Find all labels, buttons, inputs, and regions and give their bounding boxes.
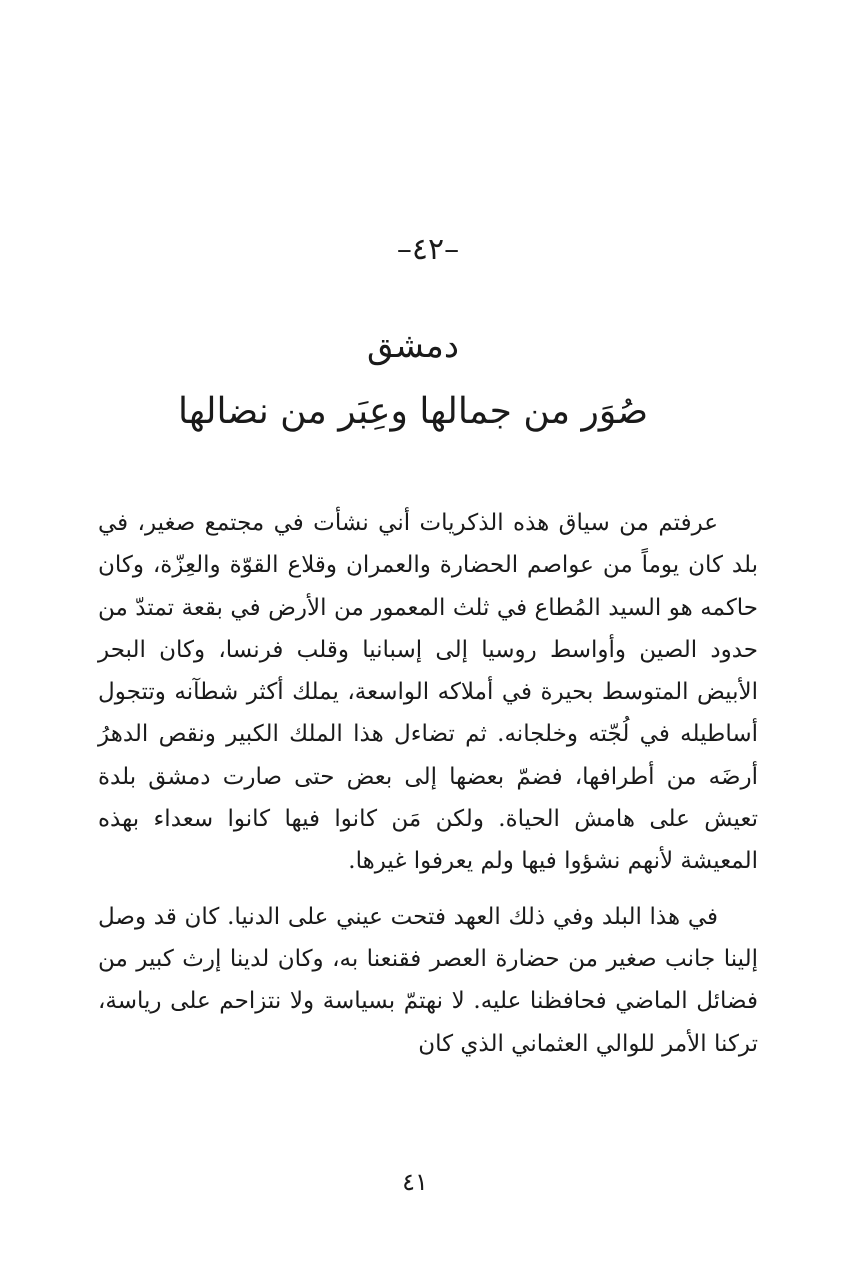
chapter-number: –٤٢–: [396, 232, 460, 267]
body-text: [98, 502, 758, 1065]
paragraph-2: في هذا البلد وفي ذلك العهد فتحت عيني على الدنيا. كان قد وصل إلينا جانب صغير من حضارة العصر فقنعنا به، وكان لدينا إرث كبير من فضائل الماضي فحافظنا عليه. لا نهتمّ بسياسة ولا نتزاحم على رياسة، تركنا الأمر للوالي العثماني الذي كان: [98, 903, 758, 1057]
chapter-subtitle: صُوَر من جمالها وعِبَر من نضالها: [177, 391, 649, 432]
paragraph-1: عرفتم من سياق هذه الذكريات أني نشأت في مجتمع صغير، في بلد كان يوماً من عواصم الحضارة والعمران وقلاع القوّة والعِزّة، وكان حاكمه هو السيد المُطاع في ثلث المعمور من الأرض في بقعة تمتدّ من حدود الصين وأواسط روسيا إلى إسبانيا وقلب فرنسا، وكان البحر الأبيض المتوسط بحيرة في أملاكه الواسعة، يملك أكثر شطآنه وتتجول أساطيله في لُجّته وخلجانه. ثم تضاءل هذا الملك الكبير ونقص الدهرُ أرضَه من أطرافها، فضمّ بعضها إلى بعض حتى صارت دمشق بلدة تعيش على هامش الحياة. ولكن مَن كانوا فيها كانوا سعداء بهذه المعيشة لأنهم نشؤوا فيها ولم يعرفوا غيرها.: [98, 510, 758, 875]
page-number: ٤١: [402, 1168, 428, 1196]
chapter-title: دمشق: [366, 326, 460, 366]
